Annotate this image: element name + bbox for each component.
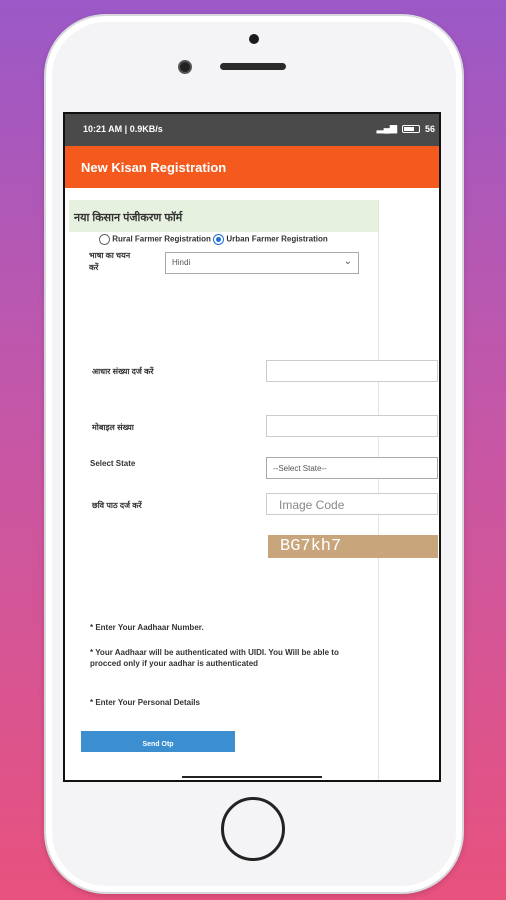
- app-bar: [65, 146, 439, 188]
- signal-icon: ▂▄▆: [376, 123, 397, 133]
- language-label: भाषा का चयन करें: [89, 251, 131, 272]
- image-code-input[interactable]: Image Code: [266, 493, 438, 515]
- battery-icon: [402, 125, 420, 133]
- urban-radio-label[interactable]: Urban Farmer Registration: [226, 234, 328, 244]
- state-label: Select State: [90, 459, 136, 468]
- mobile-label: मोबाइल संख्या: [92, 423, 134, 432]
- language-value: Hindi: [172, 258, 191, 267]
- form-title: नया किसान पंजीकरण फॉर्म: [74, 212, 183, 224]
- urban-radio[interactable]: [213, 234, 224, 245]
- mobile-input[interactable]: [266, 415, 438, 437]
- rural-radio-label[interactable]: Rural Farmer Registration: [112, 234, 211, 244]
- nav-bar-line: [182, 776, 322, 778]
- registration-form: [69, 200, 379, 782]
- aadhaar-label: आधार संख्या दर्ज करें: [92, 367, 154, 376]
- front-camera-icon: [178, 60, 192, 74]
- status-icons: [377, 123, 435, 134]
- phone-screen: [63, 112, 441, 782]
- aadhaar-input[interactable]: [266, 360, 438, 382]
- registration-type-group: [99, 234, 328, 245]
- form-header: [69, 200, 378, 232]
- earpiece-speaker: [220, 63, 286, 70]
- front-sensor: [249, 34, 259, 44]
- note-aadhaar: * Enter Your Aadhaar Number.: [90, 623, 204, 632]
- captcha-label: छवि पाठ दर्ज करें: [92, 501, 142, 510]
- battery-level: 56: [424, 123, 435, 134]
- chevron-down-icon: ⌄: [343, 256, 352, 267]
- state-select[interactable]: --Select State--: [266, 457, 438, 479]
- note-personal-details: * Enter Your Personal Details: [90, 698, 200, 707]
- captcha-image: BG7kh7: [268, 535, 438, 558]
- rural-radio[interactable]: [99, 234, 110, 245]
- language-select[interactable]: [165, 252, 359, 274]
- home-button[interactable]: [221, 797, 285, 861]
- app-title: New Kisan Registration: [81, 160, 227, 175]
- status-bar: [65, 114, 439, 146]
- send-otp-button[interactable]: Send Otp: [81, 731, 235, 752]
- status-time: 10:21 AM | 0.9KB/s: [83, 124, 163, 134]
- note-authentication: * Your Aadhaar will be authenticated with UIDI. You Will be able to procced only if your aadhar is authenticated: [90, 648, 339, 668]
